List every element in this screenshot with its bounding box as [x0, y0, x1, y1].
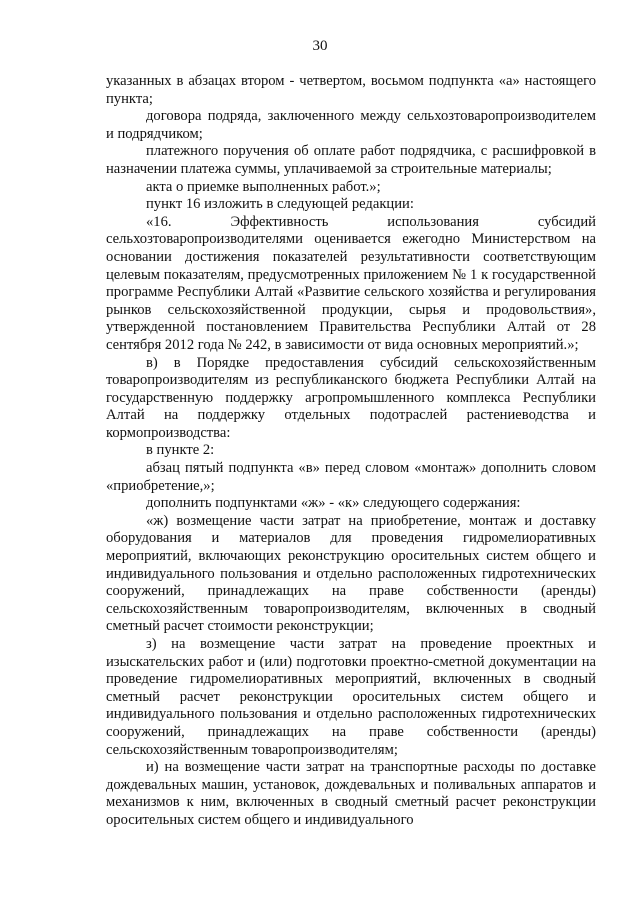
page-number: 30: [312, 38, 328, 54]
paragraph: «16. Эффективность использования субсидий сельхозтоваропроизводителями оценивается ежегодно Министерством на основании достижения показателей результативности соответствующим целевым показателям, предусмотренных приложением № 1 к государственной программе Республики Алтай «Развитие сельского хозяйства и регулирования рынков сельскохозяйственной продукции, сырья и продовольствия», утвержденной постановлением Правительства Республики Алтай от 28 сентября 2012 года № 242, в зависимости от вида основных мероприятий.»;: [106, 213, 596, 353]
paragraph: в) в Порядке предоставления субсидий сельскохозяйственным товаропроизводителям из республиканского бюджета Республики Алтай на государственную поддержку агропромышленного комплекса Республики Алтай на поддержку отдельных подотраслей растениеводства и кормопроизводства:: [106, 354, 596, 441]
paragraph: договора подряда, заключенного между сельхозтоваропроизводителем и подрядчиком;: [106, 108, 596, 142]
paragraph: платежного поручения об оплате работ подрядчика, с расшифровкой в назначении платежа суммы, уплачиваемой за строительные материалы;: [106, 143, 596, 177]
paragraph: з) на возмещение части затрат на проведение проектных и изыскательских работ и (или) подготовки проектно-сметной документации на проведение гидромелиоративных мероприятий, включенных в сводный сметный расчет реконструкции оросительных систем общего и индивидуального пользования и отдельно расположенных гидротехнических сооружений, принадлежащих на праве собственности (аренды) сельскохозяйственным товаропроизводителям;: [106, 636, 596, 758]
paragraph: дополнить подпунктами «ж» - «к» следующего содержания:: [146, 495, 521, 512]
paragraph: абзац пятый подпункта «в» перед словом «монтаж» дополнить словом «приобретение,»;: [106, 460, 596, 494]
paragraph: акта о приемке выполненных работ.»;: [146, 178, 381, 195]
paragraph: пункт 16 изложить в следующей редакции:: [146, 196, 414, 213]
document-body: [106, 73, 596, 830]
paragraph: указанных в абзацах втором - четвертом, восьмом подпункта «а» настоящего пункта;: [106, 73, 596, 107]
paragraph: в пункте 2:: [146, 442, 215, 459]
paragraph: «ж) возмещение части затрат на приобретение, монтаж и доставку оборудования и материалов для проведения гидромелиоративных мероприятий, включающих реконструкцию оросительных систем общего и индивидуального пользования и отдельно расположенных гидротехнических сооружений, принадлежащих на праве собственности (аренды) сельскохозяйственным товаропроизводителям, включенных в сводный сметный расчет стоимости реконструкции;: [106, 512, 596, 635]
paragraph: и) на возмещение части затрат на транспортные расходы по доставке дождевальных машин, установок, дождевальных и поливальных аппаратов и механизмов к ним, включенных в сводный сметный расчет реконструкции оросительных систем общего и индивидуального: [106, 759, 596, 828]
